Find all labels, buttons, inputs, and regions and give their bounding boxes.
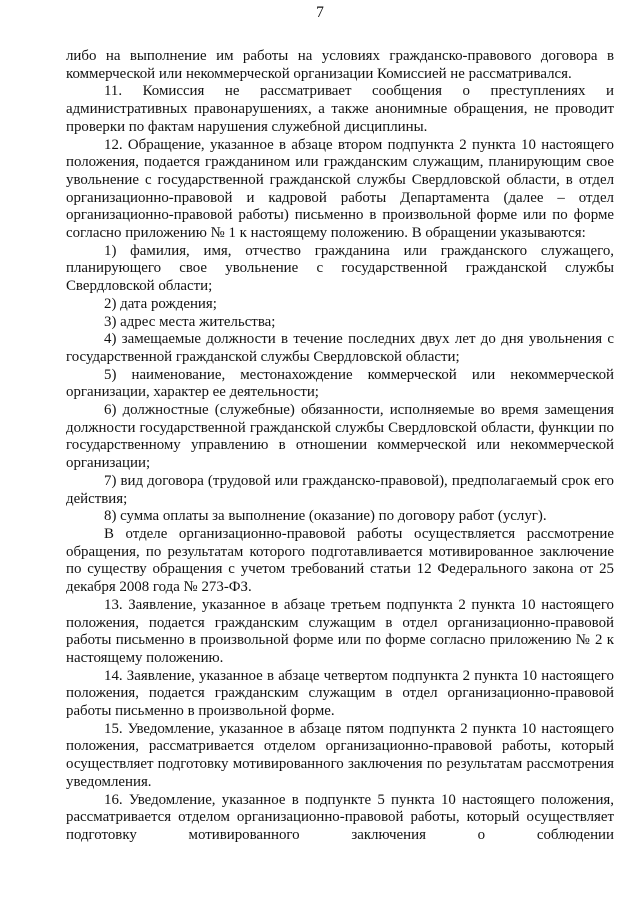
paragraph: В отделе организационно-правовой работы осуществляется рассмотрение обращения, по результатам которого подготавливается мотивированное заключение по существу обращения с учетом требований статьи 12 Федерального закона от 25 декабря 2008 года № 273-ФЗ. (66, 525, 614, 596)
paragraph: либо на выполнение им работы на условиях гражданско-правового договора в коммерческой или некоммерческой организации Комиссией не рассматривался. (66, 48, 614, 82)
list-item: 6) должностные (служебные) обязанности, исполняемые во время замещения должности государственной гражданской службы Свердловской области, функции по государственному управлению в отношении коммерческой или некоммерческой организации; (66, 402, 614, 472)
paragraph-item-13: 13. Заявление, указанное в абзаце третьем подпункта 2 пункта 10 настоящего положения, подается гражданским служащим в отдел организационно-правовой работы письменно в произвольной форме или по форме согласно приложению № 2 к настоящему положению. (66, 596, 614, 666)
paragraph-item-16: 16. Уведомление, указанное в подпункте 5 пункта 10 настоящего положения, рассматривается отделом организационно-правовой работы, который осуществляет подготовку мотивированного заключения о соблюдении (66, 791, 614, 843)
page-number: 7 (316, 4, 324, 21)
list-item: 7) вид договора (трудовой или гражданско-правовой), предполагаемый срок его действия; (66, 472, 614, 507)
document-body (66, 48, 614, 845)
list-item: 1) фамилия, имя, отчество гражданина или гражданского служащего, планирующего свое увольнение с государственной гражданской службы Свердловской области; (66, 242, 614, 295)
list-item: 4) замещаемые должности в течение последних двух лет до дня увольнения с государственной гражданской службы Свердловской области; (66, 331, 614, 365)
paragraph-item-14: 14. Заявление, указанное в абзаце четвертом подпункта 2 пункта 10 настоящего положения, подается гражданским служащим в отдел организационно-правовой работы письменно в произвольной форме. (66, 667, 614, 720)
list-item: 3) адрес места жительства; (104, 313, 276, 330)
paragraph-item-15: 15. Уведомление, указанное в абзаце пятом подпункта 2 пункта 10 настоящего положения, рассматривается отделом организационно-правовой работы, который осуществляет подготовку мотивированного заключения по результатам рассмотрения уведомления. (66, 720, 614, 790)
paragraph-item-12: 12. Обращение, указанное в абзаце втором подпункта 2 пункта 10 настоящего положения, подается гражданином или гражданским служащим, планирующим свое увольнение с государственной гражданской службы Свердловской области, в отдел организационно-правовой и кадровой работы Департамента (далее – отдел организационно-правовой работы) письменно в произвольной форме или по форме согласно приложению № 1 к настоящему положению. В обращении указываются: (66, 136, 614, 242)
paragraph-item-11: 11. Комиссия не рассматривает сообщения о преступлениях и административных правонарушениях, а также анонимные обращения, не проводит проверки по фактам нарушения служебной дисциплины. (66, 83, 614, 135)
list-item: 2) дата рождения; (104, 295, 217, 312)
list-item: 8) сумма оплаты за выполнение (оказание) по договору работ (услуг). (104, 508, 547, 525)
list-item: 5) наименование, местонахождение коммерческой или некоммерческой организации, характер ее деятельности; (66, 366, 614, 401)
